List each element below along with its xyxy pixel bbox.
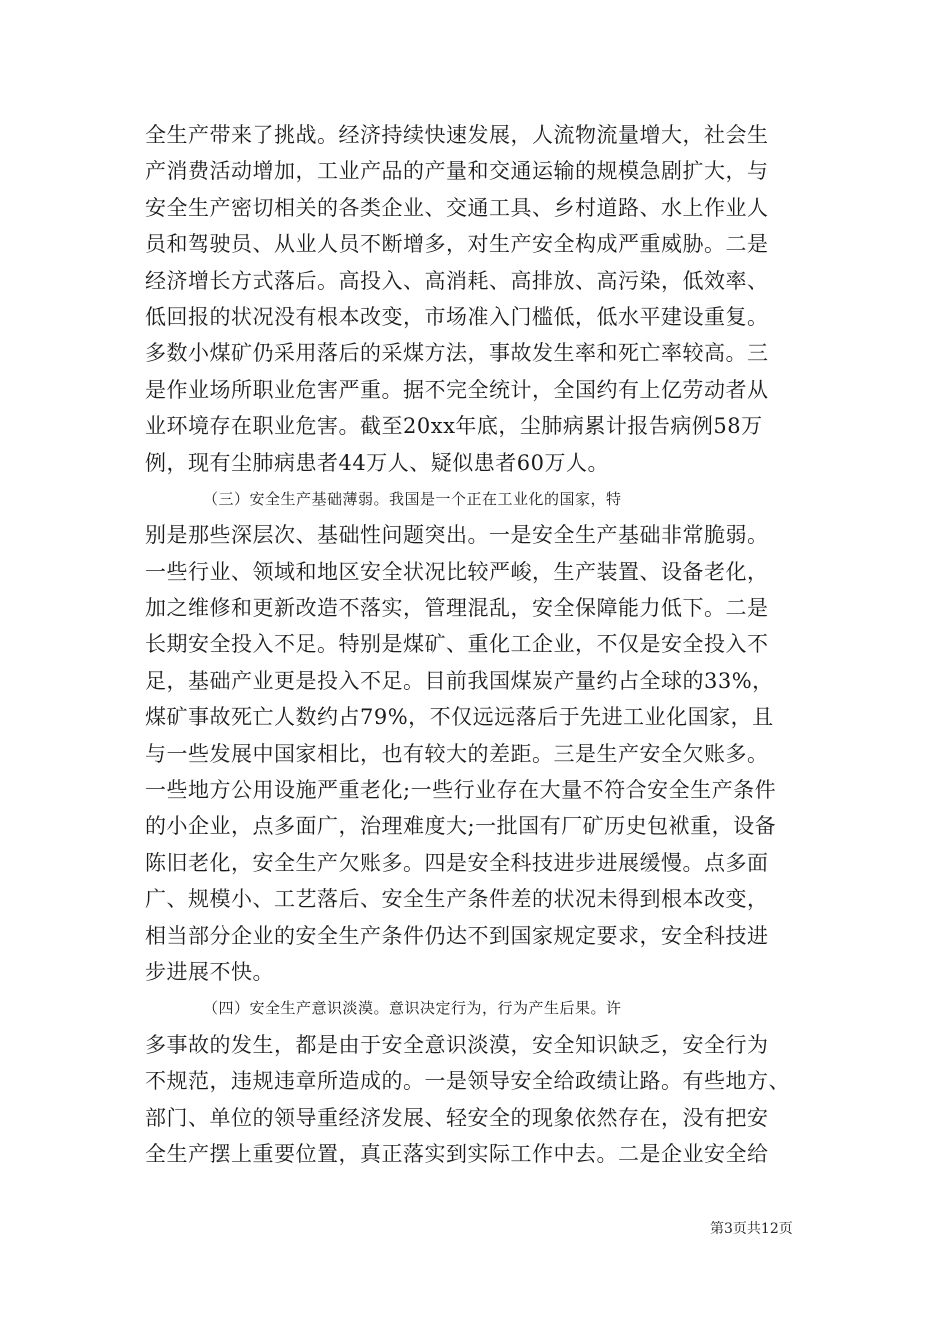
text-line: 经济增长方式落后。高投入、高消耗、高排放、高污染，低效率、 [145,268,769,293]
text-line: 产消费活动增加，工业产品的产量和交通运输的规模急剧扩大，与 [145,159,769,184]
text-line: 是作业场所职业危害严重。据不完全统计，全国约有上亿劳动者从 [145,377,769,402]
paragraph-first-line: （三）安全生产基础薄弱。我国是一个正在工业化的国家，特 [203,489,622,508]
text-line: 员和驾驶员、从业人员不断增多，对生产安全构成严重威胁。二是 [145,232,769,257]
text-line: 一些行业、领域和地区安全状况比较严峻，生产装置、设备老化， [145,559,769,584]
text-line: 安全生产密切相关的各类企业、交通工具、乡村道路、水上作业人 [145,195,769,220]
text-line: 业环境存在职业危害。截至20xx年底，尘肺病累计报告病例58万 [145,414,763,439]
text-line: 煤矿事故死亡人数约占79%，不仅远远落后于先进工业化国家，且 [145,705,774,730]
text-line: 一些地方公用设施严重老化;一些行业存在大量不符合安全生产条件 [145,778,777,803]
text-line: 别是那些深层次、基础性问题突出。一是安全生产基础非常脆弱。 [145,523,769,548]
page-number: 第3页共12页 [710,1221,793,1237]
text-line: 部门、单位的领导重经济发展、轻安全的现象依然存在，没有把安 [145,1105,769,1130]
paragraph-first-line: （四）安全生产意识淡漠。意识决定行为，行为产生后果。许 [203,999,622,1018]
text-line: 全生产带来了挑战。经济持续快速发展，人流物流量增大，社会生 [145,123,769,147]
text-line: 例，现有尘肺病患者44万人、疑似患者60万人。 [145,450,609,475]
text-line: 多事故的发生，都是由于安全意识淡漠，安全知识缺乏，安全行为 [145,1032,769,1057]
text-line: 步进展不快。 [145,959,274,984]
text-line: 与一些发展中国家相比，也有较大的差距。三是生产安全欠账多。 [145,741,769,766]
text-line: 广、规模小、工艺落后、安全生产条件差的状况未得到根本改变， [145,887,769,912]
text-line: 相当部分企业的安全生产条件仍达不到国家规定要求，安全科技进 [145,923,769,948]
text-line: 的小企业，点多面广，治理难度大;一批国有厂矿历史包袱重，设备 [145,814,777,839]
text-line: 不规范，违规违章所造成的。一是领导安全给政绩让路。有些地方、 [145,1069,790,1094]
text-line: 长期安全投入不足。特别是煤矿、重化工企业，不仅是安全投入不 [145,632,769,657]
text-line: 足，基础产业更是投入不足。目前我国煤炭产量约占全球的33%， [145,668,774,693]
text-line: 全生产摆上重要位置，真正落实到实际工作中去。二是企业安全给 [145,1141,769,1166]
text-line: 多数小煤矿仍采用落后的采煤方法，事故发生率和死亡率较高。三 [145,341,769,366]
text-line: 陈旧老化，安全生产欠账多。四是安全科技进步进展缓慢。点多面 [145,850,769,875]
text-line: 低回报的状况没有根本改变，市场准入门槛低，低水平建设重复。 [145,304,769,329]
text-line: 加之维修和更新改造不落实，管理混乱，安全保障能力低下。二是 [145,596,769,621]
body-text [145,117,807,1172]
